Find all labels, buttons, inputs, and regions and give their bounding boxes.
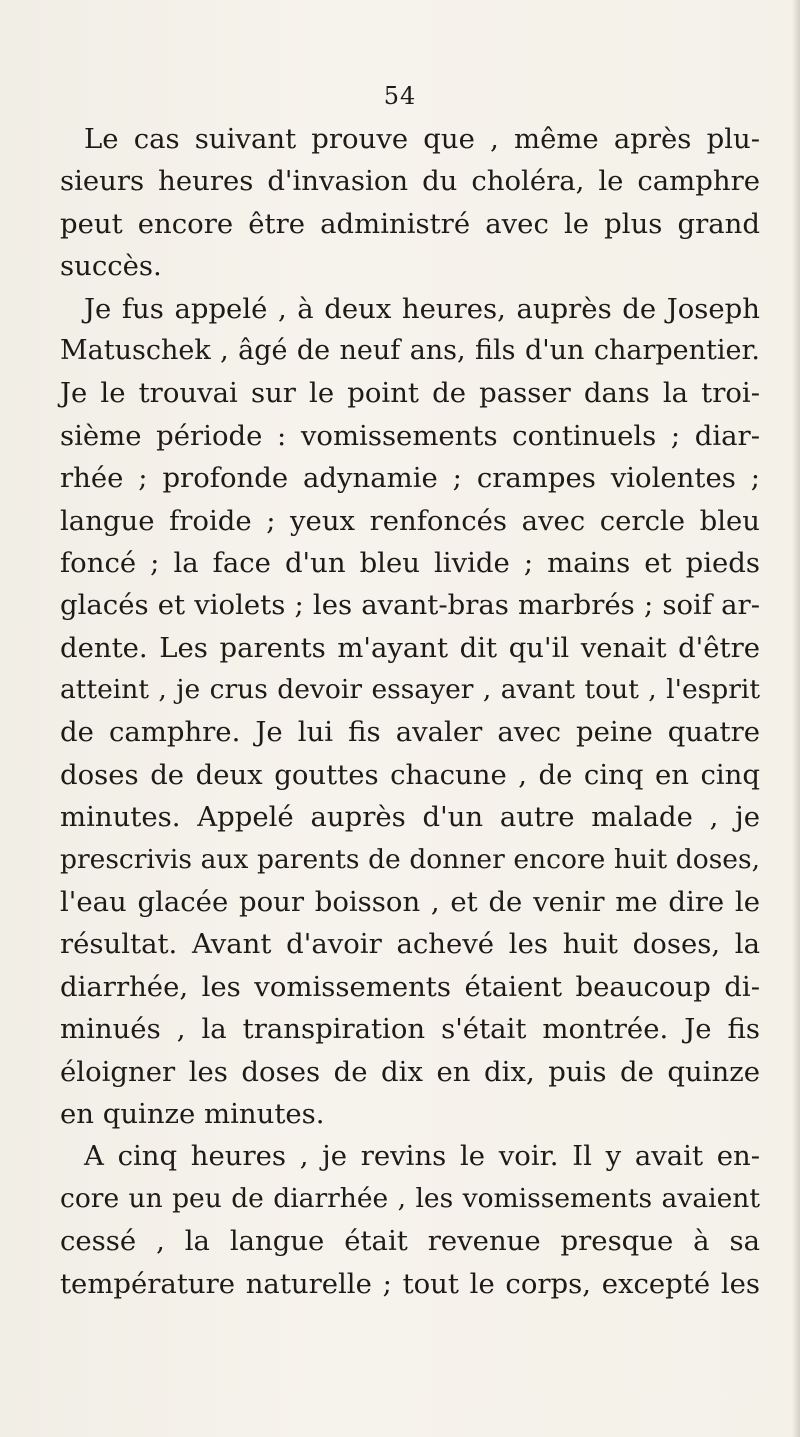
page-edge-shadow bbox=[792, 0, 800, 1437]
text-line: prescrivis aux parents de donner encore huit doses, bbox=[60, 843, 760, 875]
text-line: résultat. Avant d'avoir achevé les huit doses, la bbox=[60, 928, 760, 961]
text-line: éloigner les doses de dix en dix, puis de quinze bbox=[60, 1055, 760, 1088]
text-line: Matuschek , âgé de neuf ans, fils d'un charpentier. bbox=[60, 334, 760, 366]
text-line: atteint , je crus devoir essayer , avant tout , l'esprit bbox=[60, 674, 760, 706]
page-number: 54 bbox=[383, 82, 417, 110]
text-line: Je le trouvai sur le point de passer dans la troi- bbox=[60, 377, 760, 410]
text-line: Le cas suivant prouve que , même après plu- bbox=[84, 123, 760, 155]
text-line: foncé ; la face d'un bleu livide ; mains et pieds bbox=[60, 546, 760, 579]
text-line: température naturelle ; tout le corps, excepté les bbox=[60, 1267, 760, 1300]
text-line: core un peu de diarrhée , les vomissements avaient bbox=[60, 1182, 760, 1214]
text-line: glacés et violets ; les avant-bras marbrés ; soif ar- bbox=[60, 589, 760, 622]
text-line: A cinq heures , je revins le voir. Il y avait en- bbox=[84, 1140, 760, 1173]
text-line: rhée ; profonde adynamie ; crampes violentes ; bbox=[60, 462, 760, 495]
body-text bbox=[60, 118, 760, 1305]
text-line: l'eau glacée pour boisson , et de venir me dire le bbox=[60, 886, 760, 919]
text-line: minués , la transpiration s'était montrée. Je fis bbox=[60, 1013, 760, 1046]
text-line: peut encore être administré avec le plus grand bbox=[60, 207, 760, 240]
text-line: doses de deux gouttes chacune , de cinq en cinq bbox=[60, 758, 760, 791]
text-line: dente. Les parents m'ayant dit qu'il venait d'être bbox=[60, 631, 760, 664]
text-line: minutes. Appelé auprès d'un autre malade , je bbox=[60, 801, 760, 834]
text-line: sieurs heures d'invasion du choléra, le camphre bbox=[60, 165, 760, 198]
text-line: diarrhée, les vomissements étaient beaucoup di- bbox=[60, 970, 760, 1003]
text-line: Je fus appelé , à deux heures, auprès de Joseph bbox=[84, 292, 760, 325]
text-line: succès. bbox=[60, 250, 162, 283]
text-line: sième période : vomissements continuels ; diar- bbox=[60, 419, 760, 452]
text-line: cessé , la langue était revenue presque à sa bbox=[60, 1225, 760, 1258]
text-line: en quinze minutes. bbox=[60, 1097, 325, 1130]
text-line: langue froide ; yeux renfoncés avec cercle bleu bbox=[60, 504, 760, 537]
text-line: de camphre. Je lui fis avaler avec peine quatre bbox=[60, 716, 760, 749]
